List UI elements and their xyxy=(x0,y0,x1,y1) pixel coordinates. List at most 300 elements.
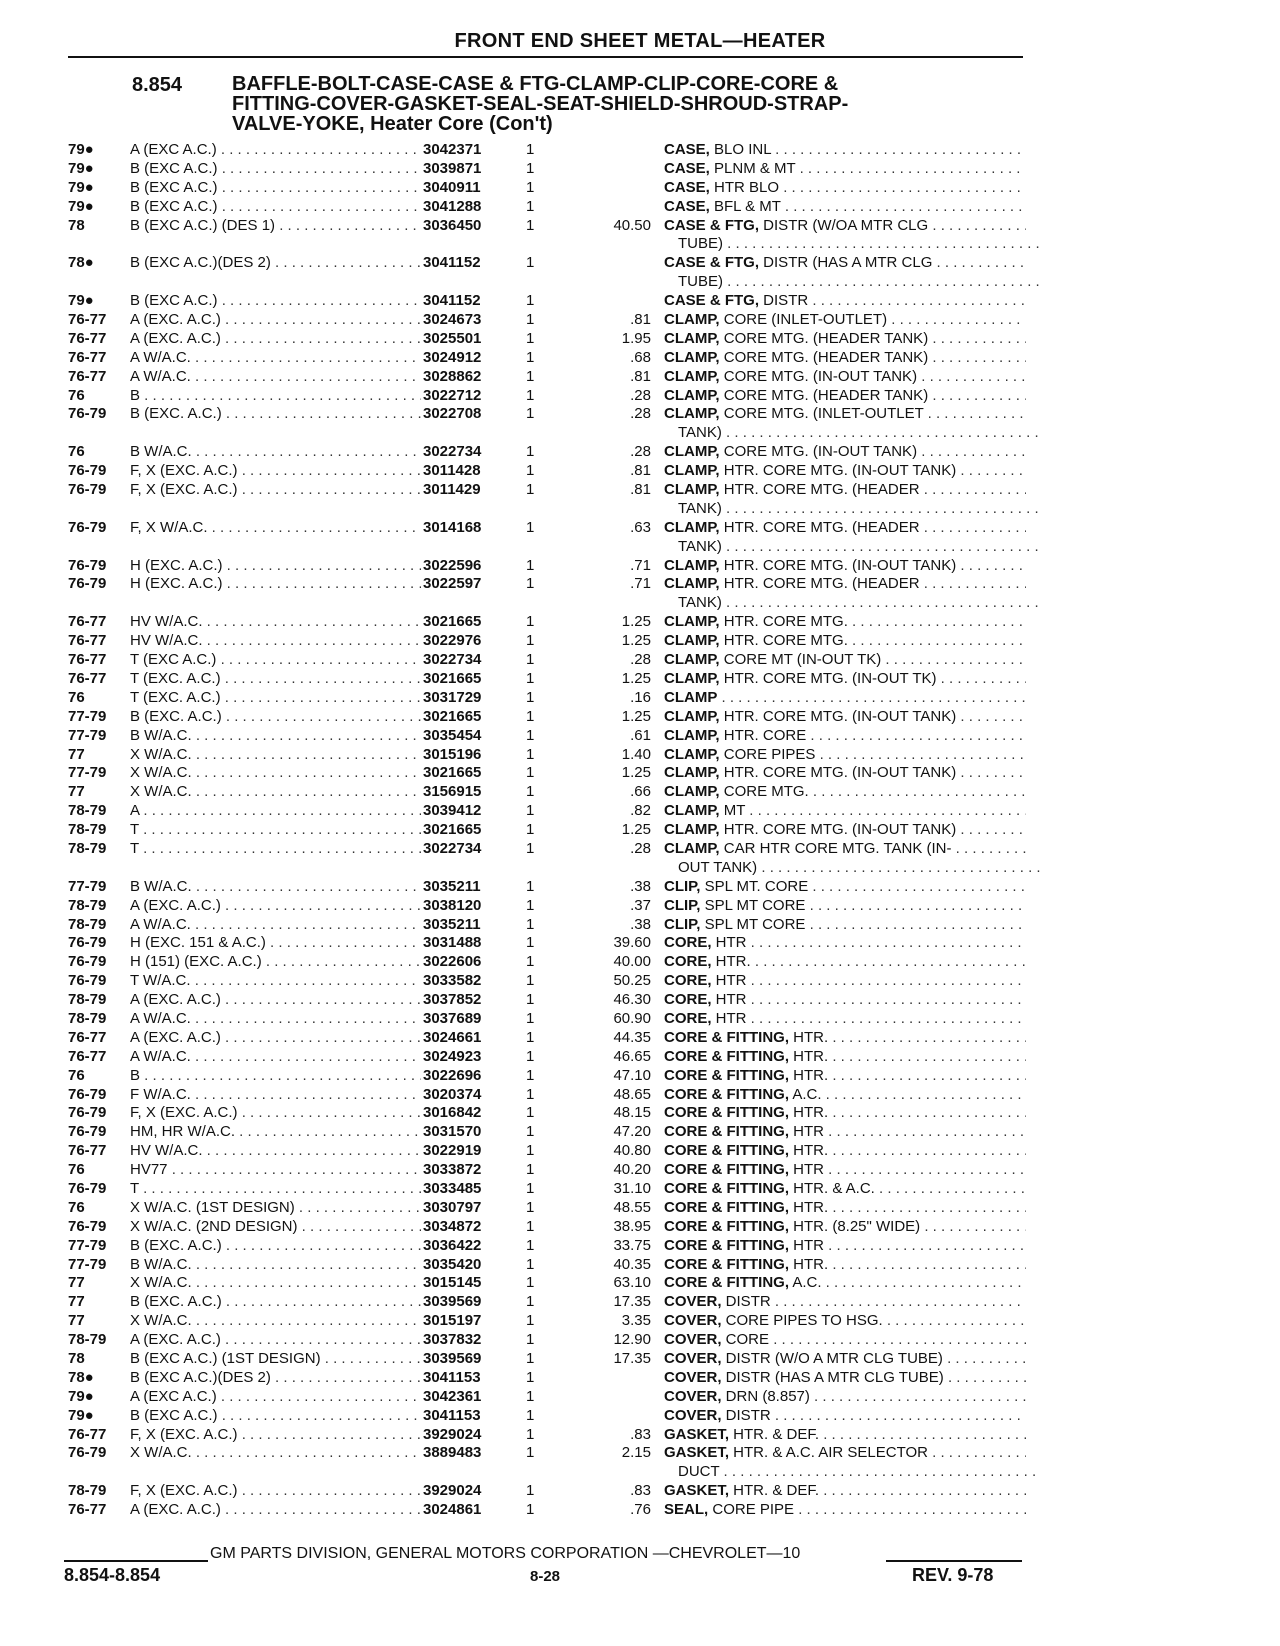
cell-description xyxy=(664,613,1026,632)
cell-quantity: 1 xyxy=(526,1104,535,1122)
cell-description xyxy=(664,1048,1026,1067)
table-row xyxy=(68,575,1023,594)
cell-model: A (EXC. A.C.) . . . xyxy=(130,1501,470,1520)
description-detail: CORE MT (IN-OUT TK) xyxy=(719,651,882,669)
description-name: COVER, xyxy=(664,1312,722,1330)
description-name: CLAMP, xyxy=(664,726,720,744)
cell-price: 39.60 xyxy=(613,934,651,952)
cell-year: 79● xyxy=(68,1387,94,1405)
cell-description xyxy=(664,1388,1026,1407)
description-detail: DISTR xyxy=(721,1293,771,1311)
cell-price: 48.15 xyxy=(613,1104,651,1122)
description-name: CLAMP, xyxy=(664,311,720,329)
cell-description xyxy=(664,141,1026,160)
cell-part-number: 3037852 xyxy=(421,991,509,1010)
description-detail: HTR. CORE MTG. (IN-OUT TANK) xyxy=(719,821,957,839)
cell-description xyxy=(664,802,1026,821)
cell-price: 1.25 xyxy=(621,669,651,687)
table-row xyxy=(68,141,1023,160)
description-detail: HTR. CORE MTG. xyxy=(719,613,848,631)
cell-model: B (EXC. A.C.) . . . xyxy=(130,1237,470,1256)
description-name: COVER, xyxy=(664,1406,722,1424)
table-row xyxy=(68,972,1023,991)
cell-model: X W/A.C. . . . xyxy=(130,1444,470,1463)
cell-part-number: 3034872 xyxy=(421,1218,509,1237)
cell-description xyxy=(664,575,1026,594)
table-row xyxy=(68,1180,1023,1199)
cell-description xyxy=(664,179,1026,198)
cell-part-number: 3020374 xyxy=(421,1086,509,1105)
description-detail: HTR xyxy=(711,934,747,952)
cell-part-number: 3022597 xyxy=(421,575,509,594)
cell-model: B W/A.C. . . . xyxy=(130,727,470,746)
description-detail: CORE MTG. (IN-OUT TANK) xyxy=(719,367,918,385)
cell-price: 40.35 xyxy=(613,1255,651,1273)
cell-quantity: 1 xyxy=(526,159,535,177)
table-row xyxy=(68,689,1023,708)
section-heading-line: BAFFLE-BOLT-CASE-CASE & FTG-CLAMP-CLIP-CORE-CORE & xyxy=(232,73,839,95)
cell-quantity: 1 xyxy=(526,972,535,990)
description-name: CLAMP, xyxy=(664,405,720,423)
table-row xyxy=(68,708,1023,727)
description-name: CLAMP, xyxy=(664,821,720,839)
description-detail: HTR xyxy=(789,1161,824,1179)
cell-model: B (EXC. A.C.) . . . xyxy=(130,708,470,727)
cell-price: 2.15 xyxy=(621,1444,651,1462)
cell-model: X W/A.C. . . . xyxy=(130,746,470,765)
description-name: COVER, xyxy=(664,1331,722,1349)
cell-year: 78 xyxy=(68,1350,85,1367)
cell-quantity: 1 xyxy=(526,688,535,706)
description-detail: DISTR xyxy=(721,1406,771,1424)
cell-part-number: 3028862 xyxy=(421,368,509,387)
table-row xyxy=(68,1388,1023,1407)
cell-quantity: 1 xyxy=(526,311,535,329)
cell-year: 78-79 xyxy=(68,821,107,839)
cell-model: A (EXC. A.C.) . . . xyxy=(130,311,470,330)
cell-model: B (EXC A.C.) . . . xyxy=(130,198,470,217)
description-name: SEAL, xyxy=(664,1501,709,1519)
cell-model: B (EXC A.C.) . . . xyxy=(130,160,470,179)
description-detail: HTR. & DEF. xyxy=(729,1482,820,1500)
cell-price: .81 xyxy=(630,462,651,480)
cell-part-number: 3011429 xyxy=(421,481,509,500)
table-row xyxy=(68,557,1023,576)
cell-quantity: 1 xyxy=(526,1123,535,1141)
table-row-continuation xyxy=(68,424,1023,443)
cell-quantity: 1 xyxy=(526,556,535,574)
cell-description xyxy=(664,934,1026,953)
description-name: CASE, xyxy=(664,178,710,196)
cell-quantity: 1 xyxy=(526,764,535,782)
table-row xyxy=(68,1237,1023,1256)
description-detail: HTR xyxy=(711,1009,747,1027)
cell-model: T . . . xyxy=(130,840,470,859)
table-row xyxy=(68,783,1023,802)
cell-year: 76-77 xyxy=(68,632,107,650)
description-detail: HTR. xyxy=(789,1066,829,1084)
cell-price: 1.40 xyxy=(621,745,651,763)
description-name: CASE, xyxy=(664,197,710,215)
table-row xyxy=(68,179,1023,198)
description-detail: HTR. xyxy=(789,1255,829,1273)
cell-year: 77 xyxy=(68,1312,85,1330)
description-detail: DISTR (HAS A MTR CLG xyxy=(759,254,933,272)
table-row xyxy=(68,1161,1023,1180)
cell-part-number: 3042361 xyxy=(421,1388,509,1407)
description-name: CORE & FITTING, xyxy=(664,1085,789,1103)
cell-price: 12.90 xyxy=(613,1331,651,1349)
cell-price: .66 xyxy=(630,783,651,801)
description-detail: HTR. CORE MTG. (IN-OUT TANK) xyxy=(719,556,957,574)
cell-model: X W/A.C. (1ST DESIGN) . . . xyxy=(130,1199,470,1218)
description-detail: SPL MT CORE xyxy=(700,896,806,914)
cell-year: 76-77 xyxy=(68,329,107,347)
cell-description xyxy=(664,217,1026,236)
cell-description xyxy=(664,1218,1026,1237)
description-name: CLAMP, xyxy=(664,518,720,536)
description-name: CASE & FTG, xyxy=(664,216,760,234)
cell-part-number: 3035211 xyxy=(421,878,509,897)
cell-year: 78-79 xyxy=(68,991,107,1009)
description-name: CORE, xyxy=(664,1009,712,1027)
table-row-continuation xyxy=(68,594,1023,613)
table-row xyxy=(68,1444,1023,1463)
cell-year: 76-79 xyxy=(68,953,107,971)
cell-quantity: 1 xyxy=(526,216,535,234)
cell-price: 1.95 xyxy=(621,329,651,347)
cell-year: 79● xyxy=(68,292,94,310)
table-row xyxy=(68,802,1023,821)
description-name: CORE & FITTING, xyxy=(664,1255,789,1273)
cell-quantity: 1 xyxy=(526,329,535,347)
cell-quantity: 1 xyxy=(526,1047,535,1065)
description-detail: DISTR xyxy=(759,292,809,310)
cell-model: F, X (EXC. A.C.) . . . xyxy=(130,1482,470,1501)
table-row xyxy=(68,1501,1023,1520)
cell-model: H (EXC. 151 & A.C.) . . . xyxy=(130,934,470,953)
description-name: CLAMP, xyxy=(664,367,720,385)
cell-model: A (EXC A.C.) . . . xyxy=(130,1388,470,1407)
description-detail: CORE PIPES xyxy=(719,745,816,763)
cell-part-number: 3035420 xyxy=(421,1256,509,1275)
table-row xyxy=(68,727,1023,746)
description-detail: CORE MTG. (INLET-OUTLET xyxy=(719,405,924,423)
cell-year: 78-79 xyxy=(68,802,107,820)
cell-price: 47.10 xyxy=(613,1066,651,1084)
description-name: CLAMP, xyxy=(664,481,720,499)
table-row-continuation xyxy=(68,859,1023,878)
cell-quantity: 1 xyxy=(526,783,535,801)
cell-model: T (EXC. A.C.) . . . xyxy=(130,670,470,689)
table-row xyxy=(68,481,1023,500)
cell-price: 17.35 xyxy=(613,1293,651,1311)
description-detail: HTR. CORE MTG. (IN-OUT TANK) xyxy=(719,707,957,725)
description-name: CLIP, xyxy=(664,877,701,895)
cell-model: F, X (EXC. A.C.) . . . xyxy=(130,462,470,481)
cell-quantity: 1 xyxy=(526,1501,535,1519)
cell-part-number: 3036422 xyxy=(421,1237,509,1256)
cell-year: 79● xyxy=(68,178,94,196)
cell-quantity: 1 xyxy=(526,1406,535,1424)
cell-part-number: 3041152 xyxy=(421,254,509,273)
description-name: CORE & FITTING, xyxy=(664,1047,789,1065)
description-detail: CORE MTG. (HEADER TANK) xyxy=(719,386,929,404)
cell-part-number: 3022734 xyxy=(421,840,509,859)
cell-year: 76-77 xyxy=(68,1501,107,1519)
cell-price: 40.80 xyxy=(613,1142,651,1160)
table-row xyxy=(68,916,1023,935)
table-row xyxy=(68,821,1023,840)
cell-quantity: 1 xyxy=(526,405,535,423)
cell-description xyxy=(664,783,1026,802)
description-name: COVER, xyxy=(664,1350,722,1367)
description-detail: DISTR (W/O A MTR CLG TUBE) xyxy=(721,1350,943,1367)
cell-model: A (EXC. A.C.) . . . xyxy=(130,1331,470,1350)
cell-part-number: 3031488 xyxy=(421,934,509,953)
description-name: CLAMP, xyxy=(664,348,720,366)
cell-quantity: 1 xyxy=(526,481,535,499)
cell-model: A W/A.C. . . . xyxy=(130,349,470,368)
cell-model: A (EXC A.C.) . . . xyxy=(130,141,470,160)
table-row xyxy=(68,387,1023,406)
cell-year: 78-79 xyxy=(68,896,107,914)
cell-model: F, X (EXC. A.C.) . . . xyxy=(130,1426,470,1445)
cell-description xyxy=(664,1161,1026,1180)
cell-description xyxy=(664,330,1026,349)
cell-description xyxy=(664,557,1026,576)
cell-year: 78-79 xyxy=(68,1009,107,1027)
table-row xyxy=(68,1029,1023,1048)
cell-price: 63.10 xyxy=(613,1274,651,1292)
description-detail: SPL MT CORE xyxy=(700,915,806,933)
description-name: CLAMP, xyxy=(664,839,720,857)
cell-quantity: 1 xyxy=(526,839,535,857)
table-row xyxy=(68,292,1023,311)
description-name: CORE & FITTING, xyxy=(664,1142,789,1160)
cell-part-number: 3021665 xyxy=(421,670,509,689)
table-row xyxy=(68,254,1023,273)
cell-price: .81 xyxy=(630,367,651,385)
cell-part-number: 3021665 xyxy=(421,613,509,632)
table-row-continuation xyxy=(68,235,1023,254)
table-row xyxy=(68,1482,1023,1501)
cell-price: .37 xyxy=(630,896,651,914)
cell-model: T . . . xyxy=(130,821,470,840)
cell-quantity: 1 xyxy=(526,518,535,536)
cell-description xyxy=(664,991,1026,1010)
cell-model: HV77 . . . xyxy=(130,1161,470,1180)
cell-model: F, X (EXC. A.C.) . . . xyxy=(130,481,470,500)
cell-year: 76-79 xyxy=(68,1104,107,1122)
table-row-continuation xyxy=(68,273,1023,292)
description-detail: HTR. CORE MTG. (HEADER xyxy=(719,518,920,536)
cell-quantity: 1 xyxy=(526,1331,535,1349)
cell-part-number: 3041152 xyxy=(421,292,509,311)
cell-part-number: 3022734 xyxy=(421,651,509,670)
description-detail: HTR. CORE MTG. (IN-OUT TANK) xyxy=(719,462,957,480)
cell-model: X W/A.C. . . . xyxy=(130,783,470,802)
cell-price: .28 xyxy=(630,405,651,423)
description-name: CLAMP, xyxy=(664,764,720,782)
cell-quantity: 1 xyxy=(526,367,535,385)
cell-description xyxy=(664,746,1026,765)
cell-quantity: 1 xyxy=(526,1350,535,1367)
cell-part-number: 3031570 xyxy=(421,1123,509,1142)
cell-year: 76-77 xyxy=(68,651,107,669)
table-row xyxy=(68,1086,1023,1105)
cell-description xyxy=(664,1086,1026,1105)
cell-quantity: 1 xyxy=(526,877,535,895)
cell-description-continuation: TANK) . . . xyxy=(664,424,1040,443)
description-name: COVER, xyxy=(664,1387,722,1405)
description-name: CORE, xyxy=(664,972,712,990)
description-name: CORE & FITTING, xyxy=(664,1066,789,1084)
cell-part-number: 3022708 xyxy=(421,405,509,424)
cell-part-number: 3039412 xyxy=(421,802,509,821)
table-row xyxy=(68,330,1023,349)
cell-part-number: 3041153 xyxy=(421,1407,509,1426)
cell-year: 76-79 xyxy=(68,518,107,536)
cell-model: T (EXC A.C.) . . . xyxy=(130,651,470,670)
cell-year: 76 xyxy=(68,688,85,706)
cell-description-continuation: TANK) . . . xyxy=(664,594,1040,613)
cell-year: 77-79 xyxy=(68,726,107,744)
cell-part-number: 3015145 xyxy=(421,1274,509,1293)
parts-table xyxy=(68,141,1023,1520)
cell-part-number: 3042371 xyxy=(421,141,509,160)
cell-year: 76-79 xyxy=(68,1217,107,1235)
cell-quantity: 1 xyxy=(526,1312,535,1330)
cell-price: 1.25 xyxy=(621,821,651,839)
description-name: CLAMP, xyxy=(664,575,720,593)
cell-description-continuation: TUBE) . . . xyxy=(664,273,1040,292)
cell-description xyxy=(664,821,1026,840)
description-name: COVER, xyxy=(664,1293,722,1311)
table-row xyxy=(68,632,1023,651)
cell-description xyxy=(664,689,1026,708)
cell-quantity: 1 xyxy=(526,953,535,971)
description-name: CORE, xyxy=(664,991,712,1009)
description-detail: HTR. CORE xyxy=(719,726,807,744)
cell-price: 48.55 xyxy=(613,1198,651,1216)
description-detail: HTR xyxy=(711,991,747,1009)
cell-description xyxy=(664,1369,1026,1388)
cell-description xyxy=(664,1331,1026,1350)
cell-description xyxy=(664,972,1026,991)
description-name: GASKET, xyxy=(664,1482,730,1500)
cell-description-continuation: TANK) . . . xyxy=(664,538,1040,557)
cell-part-number: 3022976 xyxy=(421,632,509,651)
description-detail: DISTR (W/OA MTR CLG xyxy=(759,216,929,234)
cell-quantity: 1 xyxy=(526,632,535,650)
cell-price: .28 xyxy=(630,651,651,669)
cell-model: T (EXC. A.C.) . . . xyxy=(130,689,470,708)
cell-description xyxy=(664,916,1026,935)
cell-price: 31.10 xyxy=(613,1179,651,1197)
cell-year: 76-79 xyxy=(68,934,107,952)
cell-description xyxy=(664,1010,1026,1029)
cell-quantity: 1 xyxy=(526,462,535,480)
cell-model: B (EXC A.C.) . . . xyxy=(130,179,470,198)
description-name: GASKET, xyxy=(664,1444,730,1462)
cell-year: 76-79 xyxy=(68,481,107,499)
description-name: CASE, xyxy=(664,159,710,177)
cell-description xyxy=(664,1312,1026,1331)
cell-model: A . . . xyxy=(130,802,470,821)
description-detail: HTR. CORE MTG. xyxy=(719,632,848,650)
cell-model: B (EXC A.C.)(DES 2) . . . xyxy=(130,1369,470,1388)
cell-model: T . . . xyxy=(130,1180,470,1199)
cell-part-number: 3035211 xyxy=(421,916,509,935)
cell-year: 76 xyxy=(68,1198,85,1216)
cell-year: 77-79 xyxy=(68,707,107,725)
cell-model: X W/A.C. . . . xyxy=(130,764,470,783)
cell-price: 40.00 xyxy=(613,953,651,971)
cell-part-number: 3015197 xyxy=(421,1312,509,1331)
cell-quantity: 1 xyxy=(526,745,535,763)
cell-part-number: 3025501 xyxy=(421,330,509,349)
cell-part-number: 3016842 xyxy=(421,1104,509,1123)
cell-year: 79● xyxy=(68,1406,94,1424)
table-row xyxy=(68,368,1023,387)
cell-part-number: 3022734 xyxy=(421,443,509,462)
description-name: CORE & FITTING, xyxy=(664,1274,789,1292)
cell-part-number: 3024861 xyxy=(421,1501,509,1520)
cell-quantity: 1 xyxy=(526,934,535,952)
cell-quantity: 1 xyxy=(526,1274,535,1292)
cell-price: 17.35 xyxy=(613,1350,651,1367)
cell-part-number: 3037689 xyxy=(421,1010,509,1029)
cell-description xyxy=(664,764,1026,783)
description-detail: HTR. CORE MTG. (IN-OUT TANK) xyxy=(719,764,957,782)
cell-quantity: 1 xyxy=(526,443,535,461)
table-row xyxy=(68,1199,1023,1218)
section-heading-line: FITTING-COVER-GASKET-SEAL-SEAT-SHIELD-SHROUD-STRAP- xyxy=(232,93,849,115)
description-detail: CORE PIPES TO HSG. xyxy=(721,1312,883,1330)
cell-model: X W/A.C. (2ND DESIGN) . . . xyxy=(130,1218,470,1237)
cell-model: A W/A.C. . . . xyxy=(130,1048,470,1067)
cell-description xyxy=(664,1180,1026,1199)
description-name: CORE & FITTING, xyxy=(664,1198,789,1216)
cell-quantity: 1 xyxy=(526,292,535,310)
description-detail: HTR xyxy=(789,1236,824,1254)
description-detail: HTR. xyxy=(789,1047,829,1065)
cell-description xyxy=(664,897,1026,916)
cell-year: 76 xyxy=(68,1066,85,1084)
description-detail: A.C. xyxy=(789,1085,822,1103)
table-row xyxy=(68,878,1023,897)
cell-quantity: 1 xyxy=(526,254,535,272)
cell-description xyxy=(664,1237,1026,1256)
cell-part-number: 3038120 xyxy=(421,897,509,916)
cell-part-number: 3929024 xyxy=(421,1426,509,1445)
cell-model: HV W/A.C. . . . xyxy=(130,613,470,632)
table-row xyxy=(68,160,1023,179)
cell-model: HM, HR W/A.C. . . . xyxy=(130,1123,470,1142)
cell-year: 78-79 xyxy=(68,915,107,933)
cell-model: B (EXC A.C.) . . . xyxy=(130,292,470,311)
cell-model: A (EXC. A.C.) . . . xyxy=(130,330,470,349)
cell-model: HV W/A.C. . . . xyxy=(130,632,470,651)
cell-price: .63 xyxy=(630,518,651,536)
cell-price: .28 xyxy=(630,839,651,857)
table-row xyxy=(68,1218,1023,1237)
cell-model: X W/A.C. . . . xyxy=(130,1312,470,1331)
cell-part-number: 3041153 xyxy=(421,1369,509,1388)
cell-part-number: 3022919 xyxy=(421,1142,509,1161)
cell-quantity: 1 xyxy=(526,1482,535,1500)
